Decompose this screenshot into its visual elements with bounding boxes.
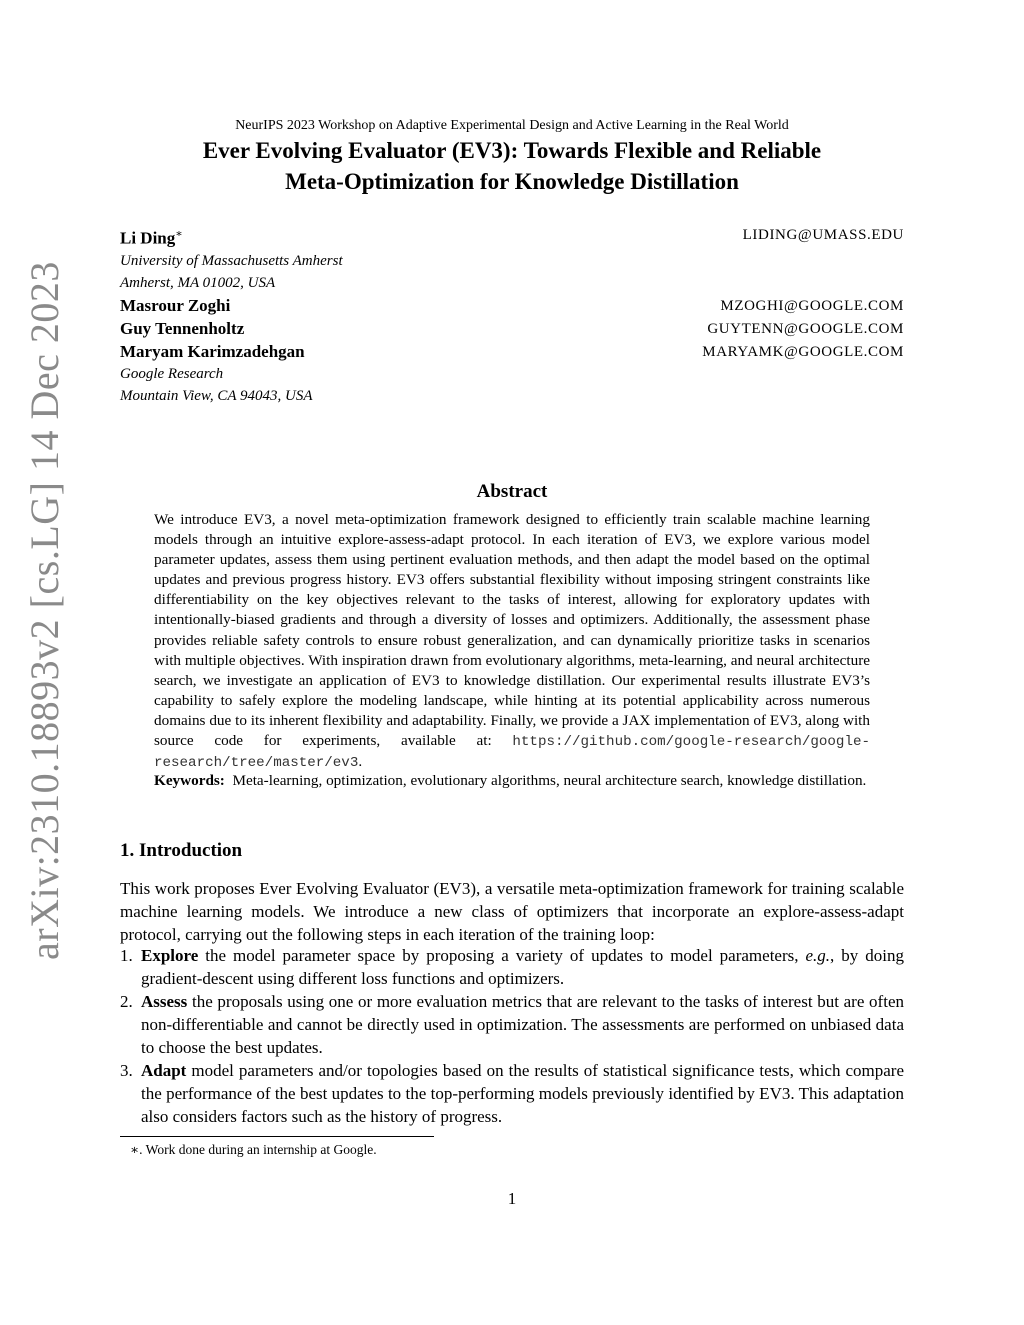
abstract-heading: Abstract [476,481,548,502]
step-text: , by doing gradient-descent using different loss functions and optimizers. [141,946,904,988]
author-email[interactable]: LIDING@UMASS.EDU [742,227,904,243]
code-url-link[interactable]: https://github.com/google-research/google-research/tree/master/ev3 [154,734,870,772]
section-heading: 1. Introduction [120,840,243,861]
step-text: the proposals using one or more evaluation metrics that are relevant to the tasks of interest but are often non-differentiable and cannot be directly used in optimization. The assessments are performed on unbiased data to choose the best updates. [141,992,904,1057]
list-item [120,1059,904,1128]
step-text: model parameters and/or topologies based on the results of statistical significance tests, which compare the performance of the best updates to the top-performing models previously identified by EV3. This adaptation also considers factors such as the history of progress. [141,1061,904,1126]
author-address: Mountain View, CA 94043, USA [120,388,313,404]
step-keyword: Adapt [141,1061,187,1080]
title-line-1: Ever Evolving Evaluator (EV3): Towards Flexible and Reliable [202,138,822,163]
author-affiliation: University of Massachusetts Amherst [120,252,343,269]
keywords-label: Keywords: [154,772,225,789]
author-name: Maryam Karimzadehgan [120,342,305,361]
page-number: 1 [507,1189,517,1208]
keywords [154,771,870,791]
step-keyword: Explore [141,946,199,965]
step-text: the model parameter space by proposing a variety of updates to model parameters, [198,946,806,965]
footnote: ∗. Work done during an internship at Google. [130,1142,377,1157]
intro-paragraph: This work proposes Ever Evolving Evaluator (EV3), a versatile meta-optimization framework for training scalable machine learning models. We introduce a new class of optimizers that incorporate an explore-assess-adapt protocol, carrying out the following steps in each iteration of the training loop: [120,879,904,944]
author-email[interactable]: MARYAMK@GOOGLE.COM [702,344,904,360]
arxiv-identifier: arXiv:2310.18893v2 [cs.LG] 14 Dec 2023 [22,261,67,960]
author-email[interactable]: GUYTENN@GOOGLE.COM [707,321,904,337]
author-block-1 [120,223,343,294]
list-number: 3. [120,1061,133,1080]
abstract-text: We introduce EV3, a novel meta-optimization framework designed to efficiently train scalable machine learning models through an intuitive explore-assess-adapt protocol. In each iteration of EV3, we explore various model parameter updates, assess them using pertinent evaluation methods, and then adapt the model based on the optimal updates and previous progress history. EV3 offers substantial flexibility without imposing stringent constraints like differentiability on the key objectives relevant to the tasks of interest, allowing for exploratory updates with intentionally-biased gradients and through a diversity of losses and optimizers. Additionally, the assessment phase provides reliable safety controls to ensure robust generalization, and can dynamically prioritize tasks in scenarios with multiple objectives. With inspiration drawn from evolutionary algorithms, meta-learning, and neural architecture search, we investigate an application of EV3 to knowledge distillation. Our experimental results illustrate EV3’s capability to safely explore the modeling landscape, while hinting at its potential applicability across numerous domains due to its inherent flexibility and adaptability. Finally, we provide a JAX implementation of EV3, along with source code for experiments, available at: [154,511,870,750]
author-footnote-mark: ∗ [175,228,183,240]
keywords-text: Meta-learning, optimization, evolutionary algorithms, neural architecture search, knowledge distillation. [232,772,867,789]
author-affiliation: Google Research [120,366,224,382]
abstract-body [154,510,870,773]
author-name: Masrour Zoghi [120,296,231,315]
list-number: 2. [120,992,133,1011]
title-line-2: Meta-Optimization for Knowledge Distillation [285,169,739,194]
author-block-google [120,294,313,407]
author-name: Li Ding∗ [120,228,183,248]
venue-line: NeurIPS 2023 Workshop on Adaptive Experimental Design and Active Learning in the Real World [235,118,789,133]
list-item [120,944,904,990]
author-name: Guy Tennenholtz [120,319,245,338]
step-keyword: Assess [141,992,188,1011]
abstract-end: . [358,753,363,771]
steps-list [120,944,904,1128]
footnote-rule [120,1136,434,1137]
list-number: 1. [120,946,133,965]
author-email[interactable]: MZOGHI@GOOGLE.COM [720,298,904,314]
paper-title [0,135,1024,197]
author-address: Amherst, MA 01002, USA [120,274,276,291]
list-item [120,990,904,1059]
step-italic: e.g. [805,946,831,965]
